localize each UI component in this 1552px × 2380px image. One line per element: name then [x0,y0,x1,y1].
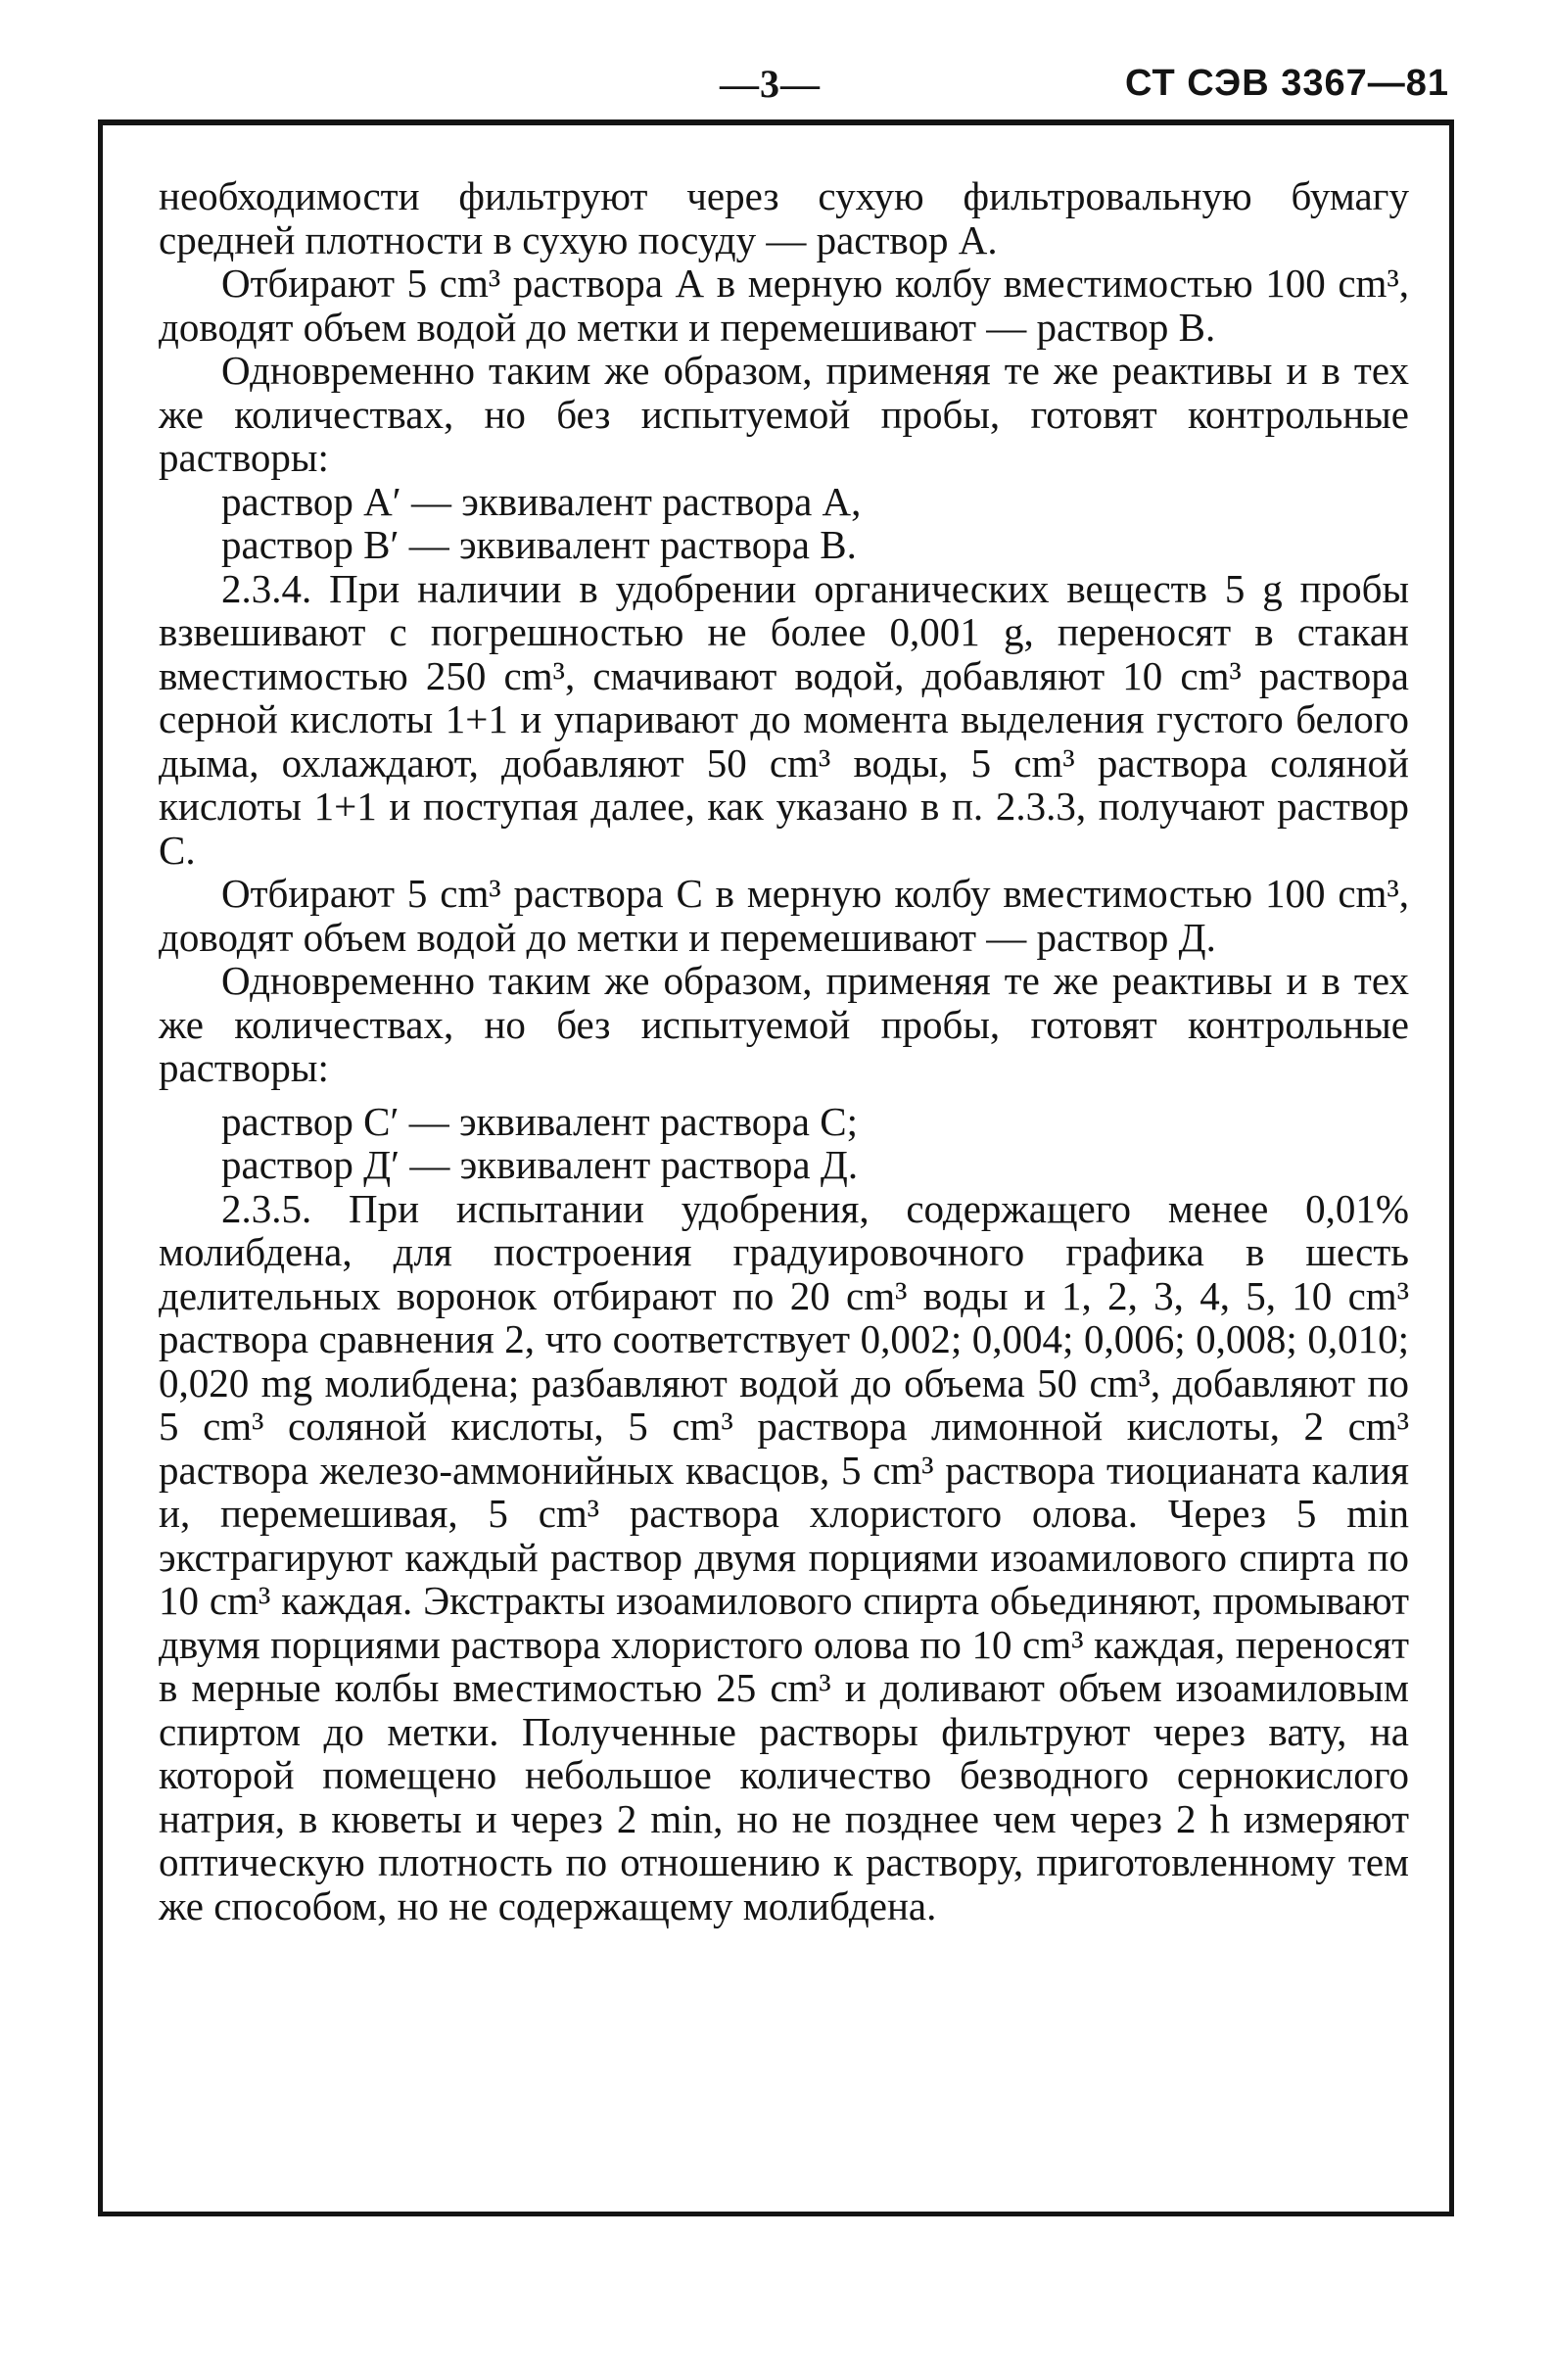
document-code: СТ СЭВ 3367—81 [1124,63,1449,104]
frame-bottom-rule [98,2212,1454,2216]
equivalent-a-prime: раствор А′ — эквивалент раствора А, [221,478,862,524]
page-number: —3— [720,62,821,106]
paragraph-control-solutions-2: Одновременно таким же образом, применяя те же реактивы и в тех же количествах, но без испытуемой пробы, готовят контрольные растворы: [159,958,1409,1090]
paragraph-continuation: необходимости фильтруют через сухую фильтровальную бумагу средней плотности в сухую посуду — раствор А. [159,173,1409,262]
equivalent-b-prime: раствор В′ — эквивалент раствора В. [221,522,857,567]
frame-top-rule [98,119,1454,125]
page-header [0,0,1552,127]
frame-left-rule [98,119,103,2215]
equivalent-c-prime: раствор С′ — эквивалент раствора С; [221,1098,858,1144]
paragraph-2-3-4: 2.3.4. При наличии в удобрении органических веществ 5 g пробы взвешивают с погрешностью не более 0,001 g, переносят в стакан вместимостью 250 cm³, смачивают водой, добавляют 10 cm³ раствора серной кислоты 1+1 и упаривают до момента выделения густого белого дыма, охлаждают, добавляют 50 cm³ воды, 5 cm³ раствора соляной кислоты 1+1 и поступая далее, как указано в п. 2.3.3, получают раствор С. [159,565,1409,873]
body-text [159,174,1409,1928]
equivalent-d-prime: раствор Д′ — эквивалент раствора Д. [221,1142,859,1187]
paragraph-control-solutions-1: Одновременно таким же образом, применяя те же реактивы и в тех же количествах, но без испытуемой пробы, готовят контрольные растворы: [159,348,1409,480]
frame-right-rule [1449,119,1454,2215]
paragraph-take-solution-c: Отбирают 5 cm³ раствора С в мерную колбу вместимостью 100 cm³, доводят объем водой до метки и перемешивают — раствор Д. [159,871,1409,960]
paragraph-take-solution-a: Отбирают 5 cm³ раствора А в мерную колбу вместимостью 100 cm³, доводят объем водой до метки и перемешивают — раствор В. [159,261,1409,350]
paragraph-2-3-5: 2.3.5. При испытании удобрения, содержащего менее 0,01% молибдена, для построения градуировочного графика в шесть делительных воронок отбирают по 20 cm³ воды и 1, 2, 3, 4, 5, 10 cm³ раствора сравнения 2, что соответствует 0,002; 0,004; 0,006; 0,008; 0,010; 0,020 mg молибдена; разбавляют водой до объема 50 cm³, добавляют по 5 cm³ соляной кислоты, 5 cm³ раствора лимонной кислоты, 2 cm³ раствора железо-аммонийных квасцов, 5 cm³ раствора тиоцианата калия и, перемешивая, 5 cm³ раствора хлористого олова. Через 5 min экстрагируют каждый раствор двумя порциями изоамилового спирта по 10 cm³ каждая. Экстракты изоамилового спирта обьединяют, промывают двумя порциями раствора хлористого олова по 10 cm³ каждая, переносят в мерные колбы вместимостью 25 cm³ и доливают объем изоамиловым спиртом до метки. Полученные растворы фильтруют через вату, на которой помещено небольшое количество безводного сернокислого натрия, в кюветы и через 2 min, но не позднее чем через 2 h измеряют оптическую плотность по отношению к раствору, приготовленному тем же способом, но не содержащему молибдена. [159,1185,1409,1928]
